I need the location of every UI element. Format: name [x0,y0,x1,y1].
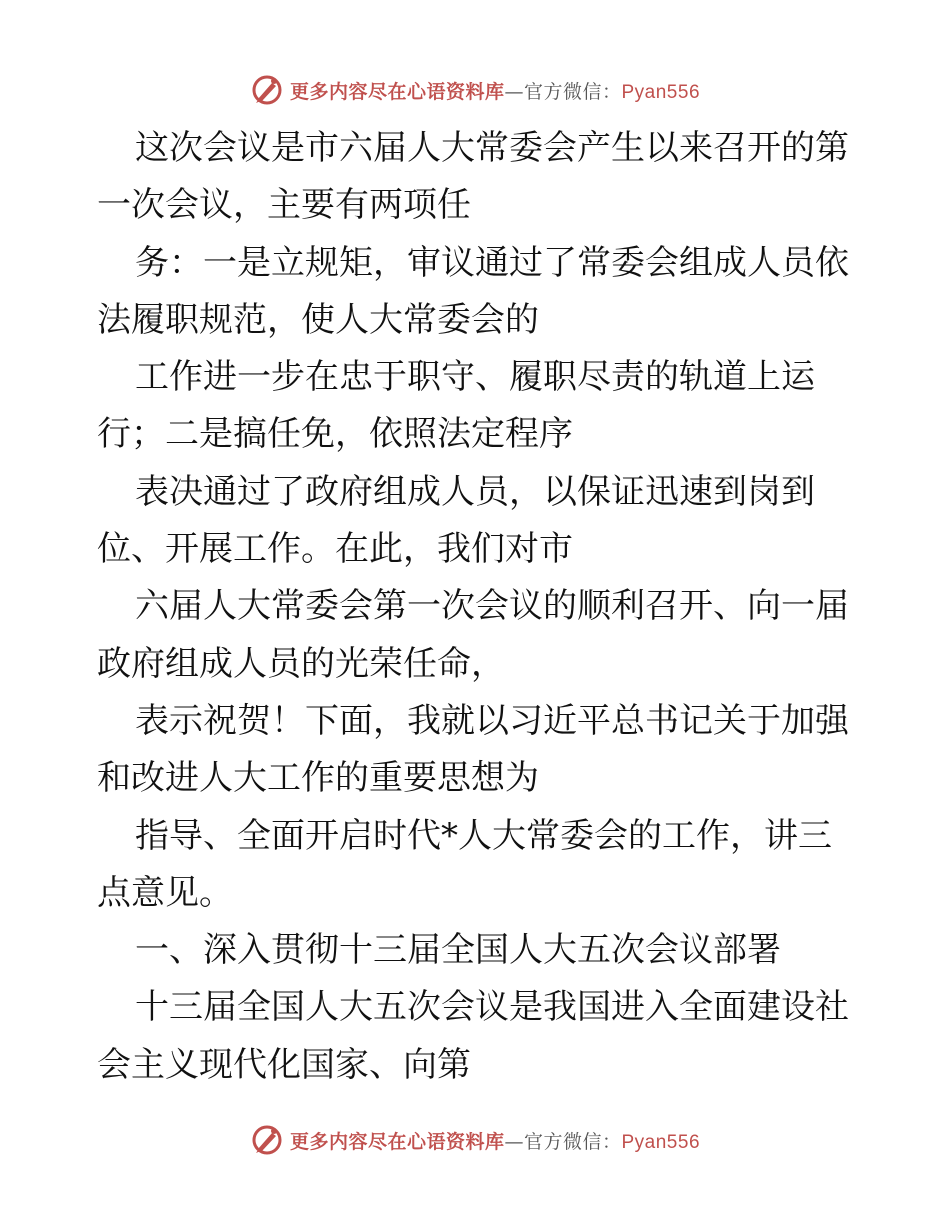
paragraph-line: 点意见。 [97,872,233,913]
paragraph-line: 会主义现代化国家、向第 [97,1044,471,1085]
paragraph-line: 行；二是搞任免，依照法定程序 [97,414,573,455]
header-banner [0,70,950,110]
banner-wechat-id: Pyan556 [621,1131,701,1153]
paragraph-line: 工作进一步在忠于职守、履职尽责的轨道上运 [135,357,815,398]
paragraph-line: 务：一是立规矩，审议通过了常委会组成人员依 [135,242,849,283]
banner-brand: 更多内容尽在心语资料库 [289,80,505,103]
paragraph-line: 六届人大常委会第一次会议的顺利召开、向一届 [135,586,849,627]
paragraph-line: 位、开展工作。在此，我们对市 [97,529,573,570]
document-body [97,120,857,1094]
banner-text [290,1127,700,1154]
banner-official: 官方微信： [523,1130,622,1153]
paragraph-line: 十三届全国人大五次会议是我国进入全面建设社 [135,987,849,1028]
pen-logo-icon [250,1123,284,1157]
banner-dash: — [504,1130,524,1153]
banner-official: 官方微信： [523,80,622,103]
section-heading: 一、深入贯彻十三届全国人大五次会议部署 [135,930,781,971]
banner-wechat-id: Pyan556 [621,81,701,103]
footer-banner [0,1120,950,1160]
paragraph-line: 表决通过了政府组成人员，以保证迅速到岗到 [135,471,815,512]
paragraph-line: 一次会议，主要有两项任 [97,185,471,226]
paragraph-line: 法履职规范，使人大常委会的 [97,299,539,340]
pen-logo-icon [250,73,284,107]
paragraph-line: 这次会议是市六届人大常委会产生以来召开的第 [135,128,849,168]
paragraph-line: 指导、全面开启时代*人大常委会的工作，讲三 [135,815,832,856]
banner-brand: 更多内容尽在心语资料库 [289,1130,505,1153]
paragraph-line: 表示祝贺！下面，我就以习近平总书记关于加强 [135,700,849,741]
banner-dash: — [504,80,524,103]
paragraph-line: 政府组成人员的光荣任命， [97,643,505,684]
banner-text [290,77,700,104]
paragraph-line: 和改进人大工作的重要思想为 [97,758,539,799]
